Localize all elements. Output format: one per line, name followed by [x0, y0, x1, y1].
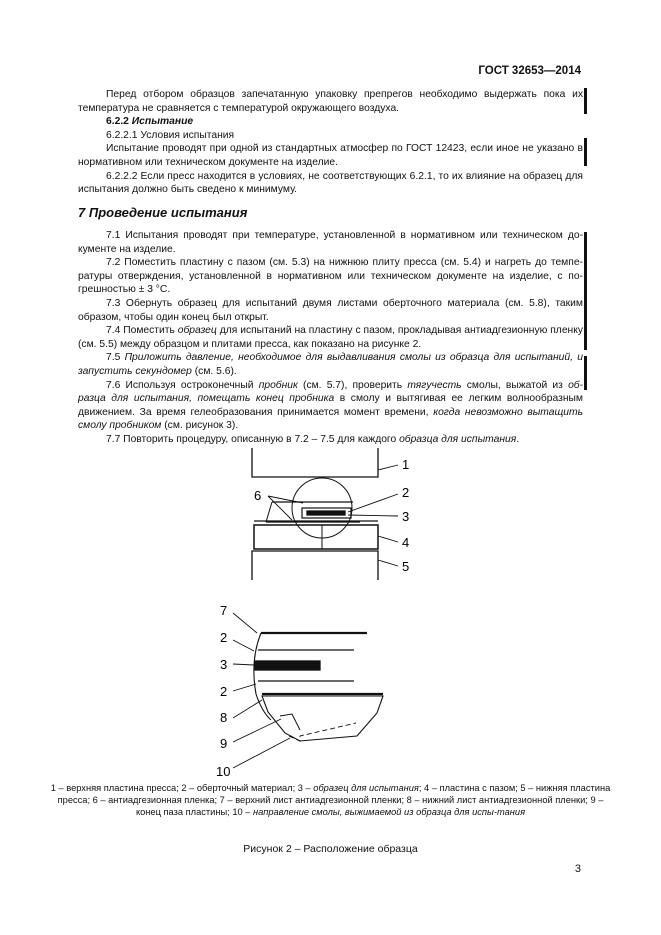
callout-label: 2: [220, 684, 228, 699]
text-run: .: [516, 433, 520, 445]
callout-label: 10: [216, 764, 231, 779]
text-run: 6.2.2: [106, 116, 132, 128]
text-run: 7.2 Поместить пластину с пазом (см. 5.3) на нижнюю плиту пресса (см. 5.4) и нагреть до темпе-ратуры отверждения, установленной в нормативном или техническом документе на изделие, с по-грешностью ± 3 °С.: [78, 257, 583, 296]
text-run: направление смолы, выжимаемой из образца для испы-тания: [253, 807, 526, 817]
text-run: в смолу и вытягивая ее легким волнообразным движением. За время гелеобразования принимается момент времени,: [78, 393, 583, 418]
callout-label: 4: [402, 535, 410, 550]
callout-label: 2: [402, 485, 410, 500]
callout-label: 7: [220, 603, 228, 618]
text-run: 7.1 Испытания проводят при температуре, установленной в нормативном или техническом до-кументе на изделие.: [78, 230, 583, 255]
callout-label: 5: [402, 559, 410, 574]
text-run: когда невозможно вытащить смолу пробником: [78, 406, 583, 432]
section-heading: 7 Проведение испытания: [78, 205, 248, 220]
text-run: образец: [177, 325, 217, 337]
lower-press-plate: [252, 551, 378, 580]
resin-direction-dashed: [289, 723, 356, 741]
text-run: 7.4 Поместить: [106, 325, 178, 337]
text-run: 7.3 Обернуть образец для испытаний двумя листами оберточного материала (см. 5.8), таким образом, чтобы один конец был открыт.: [78, 297, 583, 323]
text-run: Испытание проводят при одной из стандартных атмосфер по ГОСТ 12423, если иное не указано в нормативном или техническом документе на изделие.: [78, 143, 583, 168]
text-run: 7.6 Используя остроконечный: [106, 379, 259, 391]
callout-label: 8: [220, 710, 228, 725]
callout-label: 1: [402, 457, 410, 472]
callout-label: 9: [220, 736, 228, 751]
callout-label: 3: [402, 509, 410, 524]
resin-flow-outline: [262, 696, 383, 741]
groove-end-mark: [280, 714, 300, 730]
callout-label: 3: [220, 657, 228, 672]
figure-title: Рисунок 2 – Расположение образца: [243, 843, 418, 855]
figure-top-assembly: [252, 448, 398, 580]
text-run: 6.2.2.2 Если пресс находится в условиях, не соответствующих 6.2.1, то их влияние на образец для испытания должно быть сведено к минимуму.: [78, 170, 583, 196]
text-run: тягучесть: [407, 379, 462, 391]
text-run: об-разца для испытания, помещать конец пробника: [78, 379, 584, 405]
text-run: (см. 5.6).: [191, 365, 237, 377]
text-run: Перед отбором образцов запечатанную упаковку препрегов необходимо выдержать пока их температура не сравняется с температурой окружающего воздуха.: [78, 89, 583, 114]
callout-label: 2: [220, 630, 228, 645]
page-number: 3: [574, 863, 581, 875]
text-run: для испытаний на пластину с пазом, прокладывая антиадгезионную пленку (см. 5.5) между образцом и плитами пресса, как показано на рисунке 2.: [78, 325, 584, 350]
figure-bottom-callouts: [216, 603, 230, 779]
text-run: Испытание: [131, 116, 194, 128]
text-run: смолы, выжатой из: [461, 379, 569, 391]
figure-legend: [48, 782, 613, 818]
text-run: 7.7 Повторить процедуру, описанную в 7.2 – 7.5 для каждого: [106, 433, 400, 445]
callout-label: 6: [254, 488, 262, 503]
text-run: образца для испытания: [399, 433, 517, 445]
text-run: 7.5: [106, 352, 125, 364]
test-specimen: [307, 511, 345, 515]
text-run: Приложить давление, необходимое для выдавливания смолы из образца для испытаний, и запустить секундомер: [78, 352, 583, 377]
text-run: образец для испытания: [313, 783, 419, 793]
standard-header: ГОСТ 32653—2014: [478, 65, 581, 77]
figure-bottom-detail: [233, 613, 383, 768]
text-run: (см. рисунок 3).: [161, 420, 239, 432]
text-run: 1 – верхняя пластина пресса; 2 – оберточный материал; 3 –: [50, 783, 314, 793]
specimen-block: [255, 661, 320, 670]
upper-press-plate: [252, 448, 378, 477]
text-run: пробник: [258, 379, 298, 391]
text-run: 6.2.2.1 Условия испытания: [106, 129, 235, 141]
text-run: (см. 5.7), проверить: [297, 379, 408, 391]
text-run: ; 4 – пластина с пазом; 5 – нижняя пластина пресса; 6 – антиадгезионная пленка; 7 – верхний лист антиадгезионной пленки; 8 – нижний лист антиадгезионной пленки; 9 – конец паза пластины; 10 –: [57, 783, 611, 817]
